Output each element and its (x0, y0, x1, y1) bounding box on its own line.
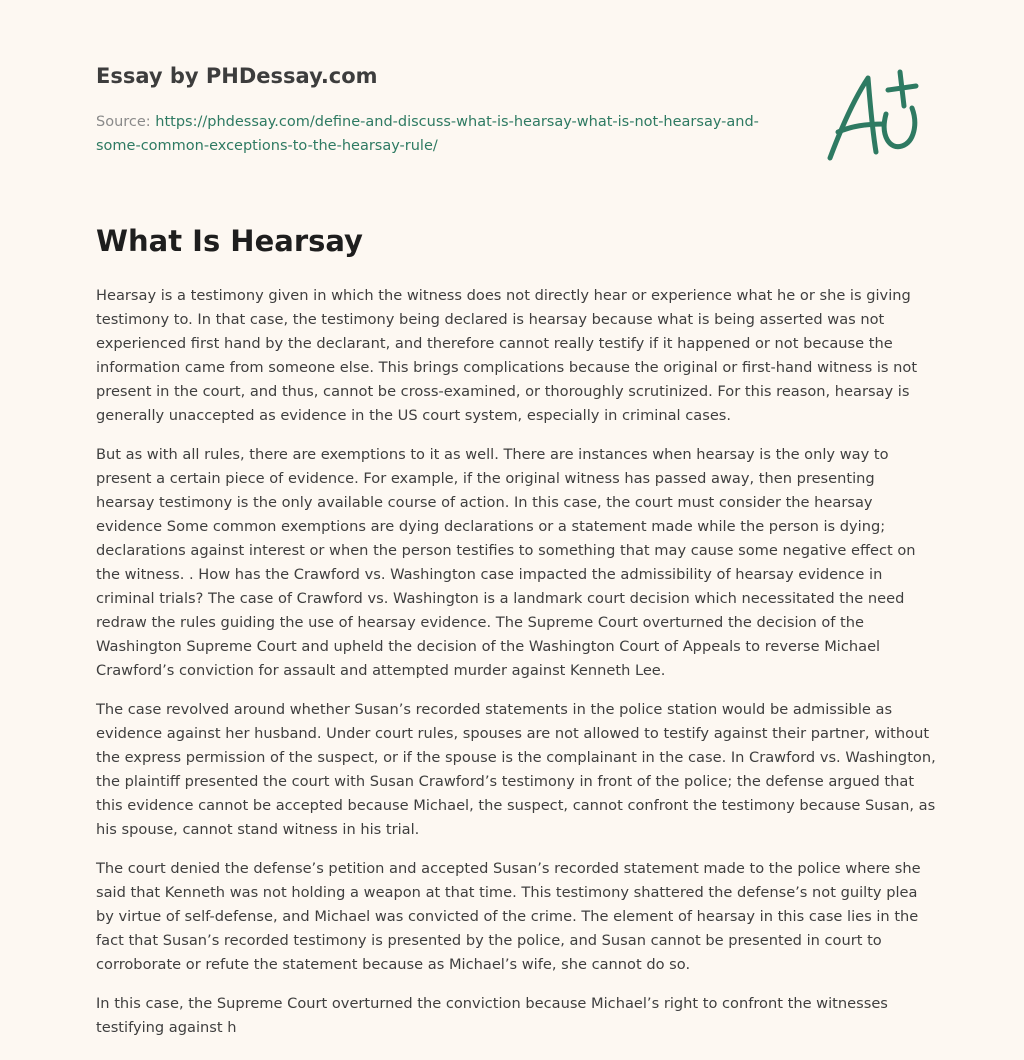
paragraph: In this case, the Supreme Court overturned the conviction because Michael’s right to confront the witnesses testifying against h (96, 995, 888, 1036)
essay-body (96, 284, 936, 1055)
paragraph: The case revolved around whether Susan’s recorded statements in the police station would be admissible as evidence against her husband. Under court rules, spouses are not allowed to testify against their partner, without the express permission of the suspect, or if the spouse is the complainant in the case. In Crawford vs. Washington, the plaintiff presented the court with Susan Crawford’s testimony in front of the police; the defense argued that this evidence cannot be accepted because Michael, the suspect, cannot confront the testimony because Susan, as his spouse, cannot stand witness in his trial. (96, 701, 936, 838)
paragraph: The court denied the defense’s petition and accepted Susan’s recorded statement made to the police where she said that Kenneth was not holding a weapon at that time. This testimony shattered the defense’s not guilty plea by virtue of self-defense, and Michael was convicted of the crime. The element of hearsay in this case lies in the fact that Susan’s recorded testimony is presented by the police, and Susan cannot be presented in court to corroborate or refute the statement because as Michael’s wife, she cannot do so. (96, 860, 921, 973)
source-line (96, 110, 796, 158)
essay-title: What Is Hearsay (96, 224, 363, 258)
site-title: Essay by PHDessay.com (96, 64, 378, 88)
paragraph: Hearsay is a testimony given in which the witness does not directly hear or experience what he or she is giving testimony to. In that case, the testimony being declared is hearsay because what is being asserted was not experienced first hand by the declarant, and therefore cannot really testify if it happened or not because the information came from someone else. This brings complications because the original or first-hand witness is not present in the court, and thus, cannot be cross-examined, or thoroughly scrutinized. For this reason, hearsay is generally unaccepted as evidence in the US court system, especially in criminal cases. (96, 287, 918, 424)
paragraph: But as with all rules, there are exemptions to it as well. There are instances when hearsay is the only way to present a certain piece of evidence. For example, if the original witness has passed away, then presenting hearsay testimony is the only available course of action. In this case, the court must consider the hearsay evidence Some common exemptions are dying declarations or a statement made while the person is dying; declarations against interest or when the person testifies to something that may cause some negative effect on the witness. . How has the Crawford vs. Washington case impacted the admissibility of hearsay evidence in criminal trials? The case of Crawford vs. Washington is a landmark court decision which necessitated the need redraw the rules guiding the use of hearsay evidence. The Supreme Court overturned the decision of the Washington Supreme Court and upheld the decision of the Washington Court of Appeals to reverse Michael Crawford’s conviction for assault and attempted murder against Kenneth Lee. (96, 446, 916, 679)
source-label: Source: (96, 114, 156, 130)
source-link[interactable]: https://phdessay.com/define-and-discuss-what-is-hearsay-what-is-not-hearsay-and-some-common-exceptions-to-the-hearsay-rule/ (96, 114, 759, 154)
a-plus-grade-icon (820, 66, 930, 166)
